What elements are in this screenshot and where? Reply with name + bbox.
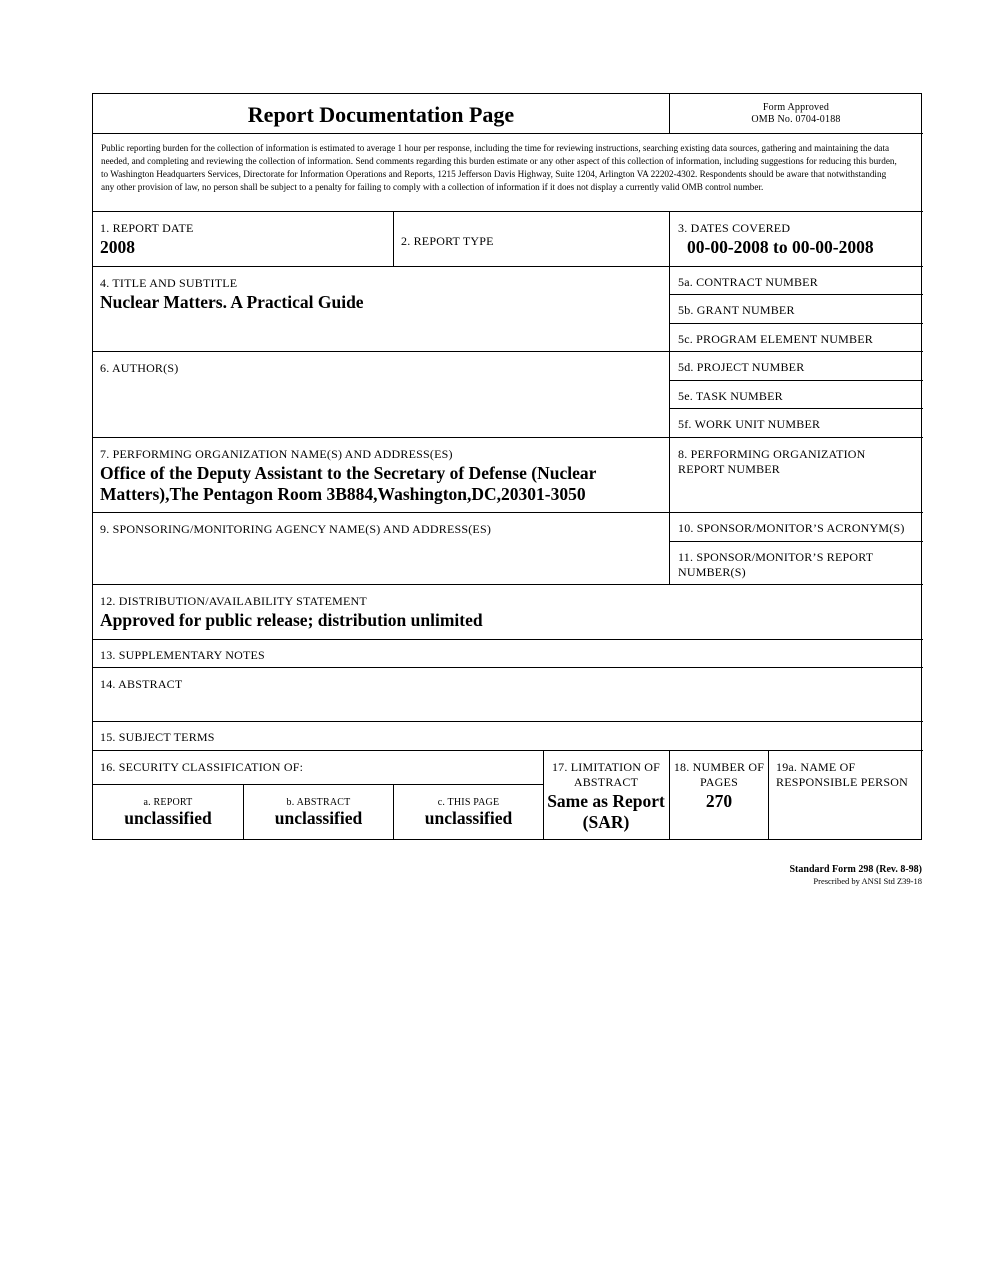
sponsor-report-label: 11. SPONSOR/MONITOR’S REPORT NUMBER(S)	[678, 550, 874, 579]
subject-terms-cell	[93, 721, 923, 750]
standard-form-label: Standard Form 298 (Rev. 8-98)	[789, 864, 922, 875]
omb-number: OMB No. 0704-0188	[751, 114, 841, 125]
security-classification-cell	[93, 750, 543, 784]
form-approval-cell	[669, 94, 923, 133]
sec-abstract-cell	[243, 784, 393, 839]
sec-page-value: unclassified	[424, 808, 513, 828]
abstract-cell	[93, 667, 923, 721]
program-element-label: 5c. PROGRAM ELEMENT NUMBER	[678, 332, 873, 346]
report-date-value: 2008	[100, 237, 135, 257]
performing-org-value: Office of the Deputy Assistant to the Secretary of Defense (Nuclear Matters),The Pentagon Room 3B884,Washington,DC,20301-3050	[100, 463, 597, 504]
performing-org-label: 7. PERFORMING ORGANIZATION NAME(S) AND ADDRESS(ES)	[100, 447, 453, 461]
sec-report-label: a. REPORT	[143, 797, 193, 808]
number-of-pages-cell	[669, 750, 768, 839]
work-unit-label: 5f. WORK UNIT NUMBER	[678, 417, 821, 431]
distribution-value: Approved for public release; distribution unlimited	[100, 610, 483, 630]
distribution-cell	[93, 584, 923, 639]
report-date-label: 1. REPORT DATE	[100, 221, 194, 235]
title-value: Nuclear Matters. A Practical Guide	[100, 292, 364, 312]
sponsor-report-cell	[669, 541, 923, 584]
sec-report-value: unclassified	[124, 808, 212, 828]
limitation-cell	[543, 750, 669, 839]
limitation-label: 17. LIMITATION OF ABSTRACT	[551, 760, 661, 789]
responsible-person-label: 19a. NAME OF RESPONSIBLE PERSON	[776, 760, 908, 789]
title-label: 4. TITLE AND SUBTITLE	[100, 276, 238, 290]
sec-abstract-value: unclassified	[274, 808, 363, 828]
supplementary-notes-cell	[93, 639, 923, 667]
prescribed-by-label: Prescribed by ANSI Std Z39-18	[813, 876, 922, 886]
sponsor-acronym-label: 10. SPONSOR/MONITOR’S ACRONYM(S)	[678, 521, 905, 535]
program-element-cell	[669, 323, 923, 351]
abstract-label: 14. ABSTRACT	[100, 677, 183, 691]
sec-page-label: c. THIS PAGE	[437, 797, 500, 808]
task-number-label: 5e. TASK NUMBER	[678, 389, 783, 403]
sponsoring-agency-label: 9. SPONSORING/MONITORING AGENCY NAME(S) AND ADDRESS(ES)	[100, 522, 492, 536]
author-cell	[93, 351, 669, 437]
limitation-value: Same as Report (SAR)	[547, 791, 665, 832]
security-classification-label: 16. SECURITY CLASSIFICATION OF:	[100, 760, 304, 774]
header-title-cell	[93, 94, 669, 133]
project-number-cell	[669, 351, 923, 380]
number-of-pages-label: 18. NUMBER OF PAGES	[673, 760, 765, 789]
subject-terms-label: 15. SUBJECT TERMS	[100, 730, 215, 744]
work-unit-cell	[669, 408, 923, 437]
sec-page-cell	[393, 784, 543, 839]
page-title: Report Documentation Page	[247, 102, 515, 127]
report-type-label: 2. REPORT TYPE	[401, 234, 494, 248]
project-number-label: 5d. PROJECT NUMBER	[678, 360, 805, 374]
report-documentation-form	[92, 93, 922, 840]
sec-report-cell	[93, 784, 243, 839]
sec-abstract-label: b. ABSTRACT	[286, 797, 351, 808]
dates-covered-value: 00-00-2008 to 00-00-2008	[687, 237, 874, 257]
burden-notice: Public reporting burden for the collection of information is estimated to average 1 hour per response, including the time for reviewing instructions, searching existing data sources, gathering and maintaining the data needed, and completing and reviewing the collection of information. Send comments regarding this burden estimate or any other aspect of this collection of information, including suggestions for reducing this burden, to Washington Headquarters Services, Directorate for Information Operations and Reports, 1215 Jefferson Davis Highway, Suite 1204, Arlington VA 22202-4302. Respondents should be aware that notwithstanding any other provision of law, no person shall be subject to a penalty for failing to comply with a collection of information if it does not display a currently valid OMB control number.	[101, 143, 897, 192]
sponsoring-agency-cell	[93, 512, 669, 584]
distribution-label: 12. DISTRIBUTION/AVAILABILITY STATEMENT	[100, 594, 367, 608]
burden-notice-cell	[93, 133, 923, 211]
report-type-cell	[393, 211, 669, 266]
author-label: 6. AUTHOR(S)	[100, 361, 179, 375]
performing-report-label: 8. PERFORMING ORGANIZATION REPORT NUMBER	[678, 447, 866, 476]
grant-number-label: 5b. GRANT NUMBER	[678, 303, 795, 317]
responsible-person-cell	[768, 750, 923, 839]
sponsor-acronym-cell	[669, 512, 923, 541]
performing-org-cell	[93, 437, 669, 512]
contract-number-cell	[669, 266, 923, 294]
task-number-cell	[669, 380, 923, 408]
contract-number-label: 5a. CONTRACT NUMBER	[678, 275, 818, 289]
report-date-cell	[93, 211, 393, 266]
grant-number-cell	[669, 294, 923, 323]
form-approved-label: Form Approved	[762, 102, 830, 113]
supplementary-notes-label: 13. SUPPLEMENTARY NOTES	[100, 648, 265, 662]
dates-covered-label: 3. DATES COVERED	[678, 221, 791, 235]
dates-covered-cell	[669, 211, 923, 266]
title-cell	[93, 266, 669, 351]
number-of-pages-value: 270	[705, 791, 733, 811]
performing-report-cell	[669, 437, 923, 512]
